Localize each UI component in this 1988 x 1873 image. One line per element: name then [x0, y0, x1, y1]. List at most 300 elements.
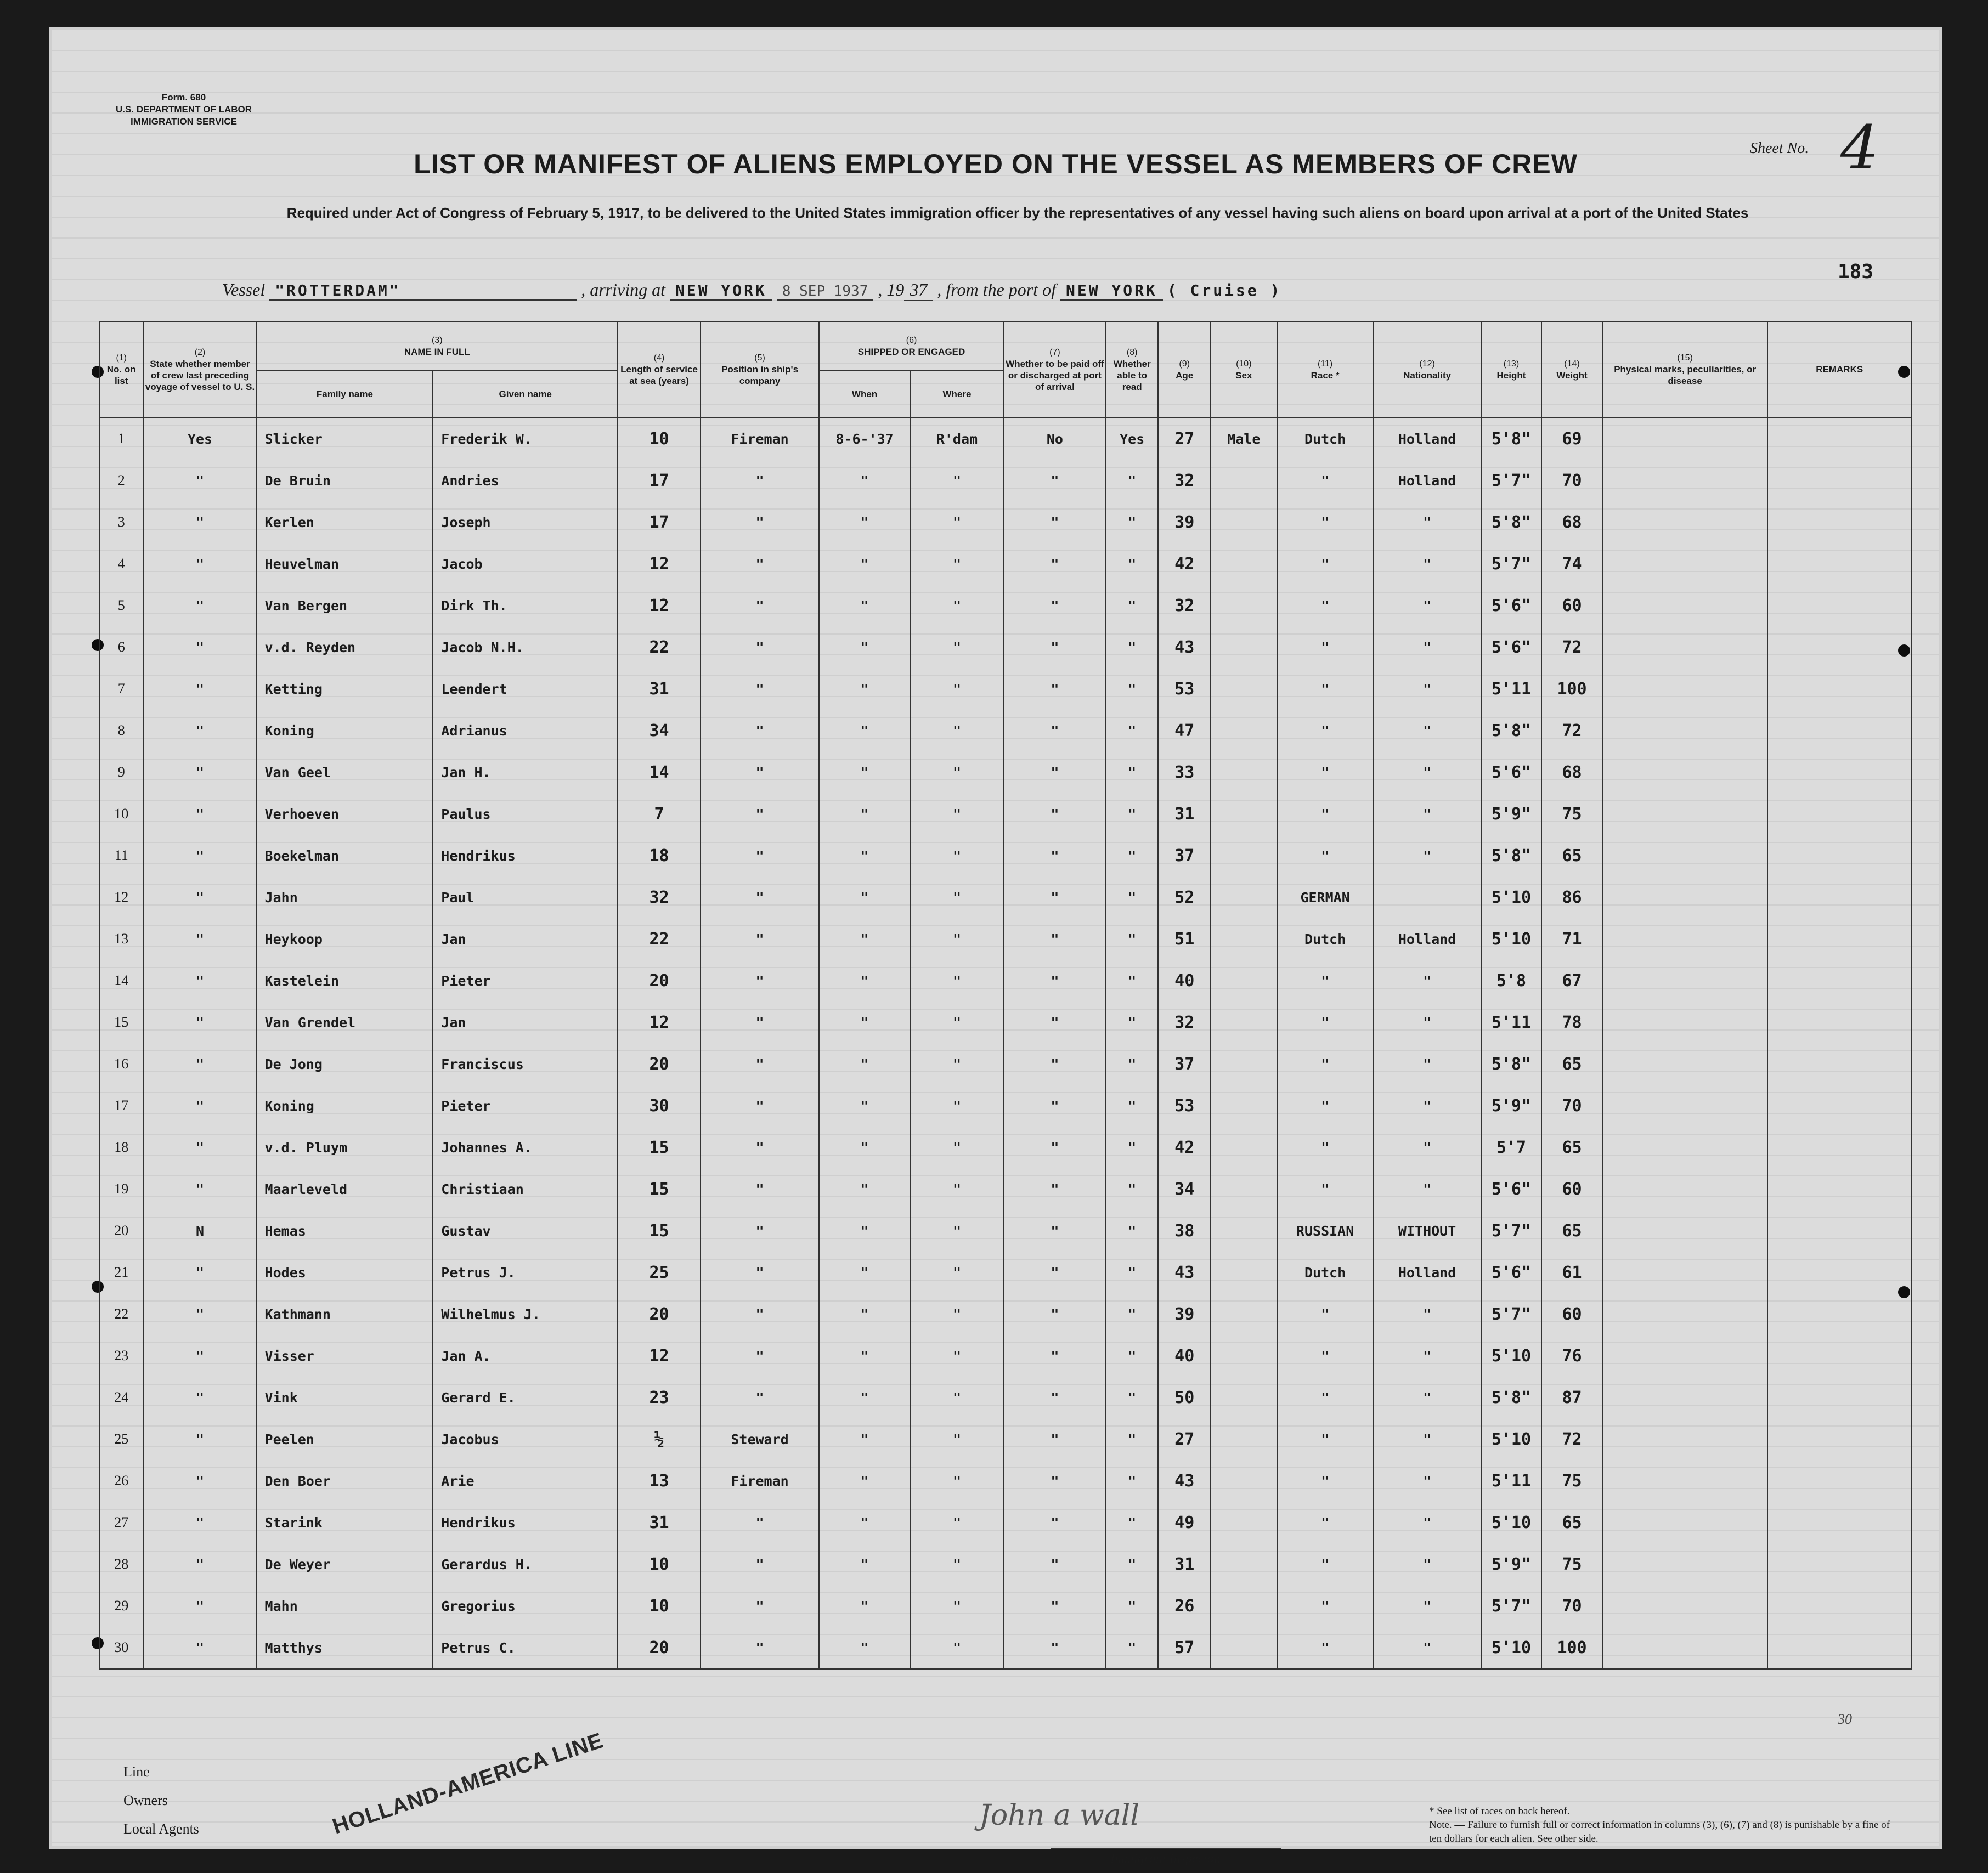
race: "	[1277, 1418, 1374, 1460]
sex	[1211, 1168, 1277, 1210]
weight: 87	[1541, 1377, 1602, 1418]
sex	[1211, 1502, 1277, 1543]
penalty-note: Note. — Failure to furnish full or correct information in columns (3), (6), (7) and (8) is punishable by a fine of ten dollars for each alien. See other side.	[1429, 1819, 1890, 1844]
position: Fireman	[701, 417, 819, 460]
height: 5'7"	[1481, 1585, 1542, 1627]
inspector-signature: John a wall	[979, 1799, 1139, 1832]
row-number: 26	[99, 1460, 143, 1502]
paid-off: "	[1004, 1585, 1106, 1627]
sex	[1211, 918, 1277, 960]
row-number: 9	[99, 751, 143, 793]
years-at-sea: 10	[618, 1543, 701, 1585]
previous-voyage: "	[143, 1001, 256, 1043]
weight: 61	[1541, 1252, 1602, 1293]
race: "	[1277, 1043, 1374, 1085]
given-name: Dirk Th.	[433, 585, 618, 626]
sex	[1211, 710, 1277, 751]
position: "	[701, 668, 819, 710]
height: 5'9"	[1481, 1085, 1542, 1127]
sex	[1211, 1377, 1277, 1418]
footer-labels	[123, 1758, 199, 1843]
weight: 65	[1541, 1210, 1602, 1252]
previous-voyage: "	[143, 585, 256, 626]
weight: 70	[1541, 1585, 1602, 1627]
race: "	[1277, 1585, 1374, 1627]
shipped-where: "	[910, 1460, 1004, 1502]
shipped-when: "	[819, 1335, 910, 1377]
years-at-sea: 17	[618, 501, 701, 543]
years-at-sea: 10	[618, 1585, 701, 1627]
form-number: Form. 680	[161, 92, 206, 103]
years-at-sea: 15	[618, 1168, 701, 1210]
previous-voyage: "	[143, 543, 256, 585]
able-to-read: "	[1106, 1418, 1159, 1460]
page-stamp-number: 183	[1838, 261, 1874, 283]
table-row	[99, 1001, 1911, 1043]
table-row	[99, 793, 1911, 835]
remarks	[1767, 668, 1911, 710]
age: 43	[1158, 1460, 1211, 1502]
years-at-sea: 30	[618, 1085, 701, 1127]
given-name: Pieter	[433, 1085, 618, 1127]
position: "	[701, 1585, 819, 1627]
col-header-age: (9) Age	[1158, 321, 1211, 417]
from-port: NEW YORK	[1060, 281, 1163, 301]
remarks	[1767, 1543, 1911, 1585]
years-at-sea: 14	[618, 751, 701, 793]
shipped-where: "	[910, 1001, 1004, 1043]
nationality: Holland	[1374, 918, 1481, 960]
previous-voyage: "	[143, 835, 256, 876]
able-to-read: "	[1106, 1127, 1159, 1168]
physical-marks	[1602, 417, 1768, 460]
family-name: Van Bergen	[257, 585, 433, 626]
nationality: "	[1374, 1502, 1481, 1543]
nationality: "	[1374, 626, 1481, 668]
physical-marks	[1602, 1001, 1768, 1043]
able-to-read: "	[1106, 585, 1159, 626]
page-title: LIST OR MANIFEST OF ALIENS EMPLOYED ON THE VESSEL AS MEMBERS OF CREW	[414, 149, 1578, 179]
nationality: "	[1374, 585, 1481, 626]
remarks	[1767, 1293, 1911, 1335]
able-to-read: "	[1106, 710, 1159, 751]
row-number: 17	[99, 1085, 143, 1127]
owners-label: Owners	[123, 1792, 168, 1808]
shipped-where: R'dam	[910, 417, 1004, 460]
remarks	[1767, 626, 1911, 668]
given-name: Andries	[433, 460, 618, 501]
weight: 65	[1541, 835, 1602, 876]
position: "	[701, 835, 819, 876]
weight: 75	[1541, 793, 1602, 835]
age: 38	[1158, 1210, 1211, 1252]
height: 5'7	[1481, 1127, 1542, 1168]
able-to-read: "	[1106, 460, 1159, 501]
table-row	[99, 710, 1911, 751]
height: 5'10	[1481, 918, 1542, 960]
position: "	[701, 1377, 819, 1418]
previous-voyage: "	[143, 626, 256, 668]
department: U.S. DEPARTMENT OF LABOR	[115, 104, 252, 115]
position: Steward	[701, 1418, 819, 1460]
able-to-read: "	[1106, 1001, 1159, 1043]
paid-off: "	[1004, 501, 1106, 543]
given-name: Franciscus	[433, 1043, 618, 1085]
paid-off: "	[1004, 1043, 1106, 1085]
table-row	[99, 585, 1911, 626]
years-at-sea: 12	[618, 543, 701, 585]
race: Dutch	[1277, 1252, 1374, 1293]
sex	[1211, 1127, 1277, 1168]
row-number: 24	[99, 1377, 143, 1418]
remarks	[1767, 1418, 1911, 1460]
given-name: Jacob	[433, 543, 618, 585]
physical-marks	[1602, 626, 1768, 668]
weight: 60	[1541, 1168, 1602, 1210]
paid-off: "	[1004, 710, 1106, 751]
height: 5'10	[1481, 876, 1542, 918]
given-name: Frederik W.	[433, 417, 618, 460]
years-at-sea: ½	[618, 1418, 701, 1460]
sex	[1211, 626, 1277, 668]
physical-marks	[1602, 1210, 1768, 1252]
position: "	[701, 1627, 819, 1669]
weight: 65	[1541, 1502, 1602, 1543]
row-number: 18	[99, 1127, 143, 1168]
paid-off: "	[1004, 543, 1106, 585]
race: "	[1277, 835, 1374, 876]
paid-off: "	[1004, 1252, 1106, 1293]
able-to-read: "	[1106, 793, 1159, 835]
previous-voyage: "	[143, 751, 256, 793]
position: "	[701, 918, 819, 960]
paid-off: "	[1004, 1335, 1106, 1377]
years-at-sea: 20	[618, 1293, 701, 1335]
row-number: 10	[99, 793, 143, 835]
given-name: Wilhelmus J.	[433, 1293, 618, 1335]
paid-off: "	[1004, 1168, 1106, 1210]
physical-marks	[1602, 960, 1768, 1001]
sex	[1211, 543, 1277, 585]
race: "	[1277, 1085, 1374, 1127]
arriving-label: , arriving at	[581, 280, 665, 299]
height: 5'6"	[1481, 585, 1542, 626]
row-number: 23	[99, 1335, 143, 1377]
family-name: De Bruin	[257, 460, 433, 501]
race: "	[1277, 1335, 1374, 1377]
physical-marks	[1602, 751, 1768, 793]
height: 5'7"	[1481, 460, 1542, 501]
remarks	[1767, 460, 1911, 501]
family-name: Verhoeven	[257, 793, 433, 835]
inspector-label: Immigrant Inspector.	[1051, 1848, 1281, 1866]
physical-marks	[1602, 1418, 1768, 1460]
able-to-read: "	[1106, 960, 1159, 1001]
nationality: "	[1374, 1127, 1481, 1168]
weight: 72	[1541, 1418, 1602, 1460]
shipped-where: "	[910, 876, 1004, 918]
sex	[1211, 793, 1277, 835]
manifest-rows	[99, 417, 1911, 1669]
col-header-service: (4) Length of service at sea (years)	[618, 321, 701, 417]
position: "	[701, 1127, 819, 1168]
paid-off: "	[1004, 960, 1106, 1001]
shipped-when: 8-6-'37	[819, 417, 910, 460]
col-header-physical-marks: (15) Physical marks, peculiarities, or disease	[1602, 321, 1768, 417]
race: "	[1277, 1001, 1374, 1043]
height: 5'10	[1481, 1502, 1542, 1543]
table-row	[99, 626, 1911, 668]
height: 5'8	[1481, 960, 1542, 1001]
position: "	[701, 585, 819, 626]
family-name: De Jong	[257, 1043, 433, 1085]
shipped-where: "	[910, 1043, 1004, 1085]
years-at-sea: 12	[618, 1001, 701, 1043]
previous-voyage: "	[143, 1043, 256, 1085]
family-name: Hemas	[257, 1210, 433, 1252]
age: 26	[1158, 1585, 1211, 1627]
race: "	[1277, 1377, 1374, 1418]
years-at-sea: 13	[618, 1460, 701, 1502]
position: "	[701, 626, 819, 668]
height: 5'10	[1481, 1335, 1542, 1377]
remarks	[1767, 417, 1911, 460]
shipped-when: "	[819, 543, 910, 585]
physical-marks	[1602, 585, 1768, 626]
family-name: Den Boer	[257, 1460, 433, 1502]
physical-marks	[1602, 876, 1768, 918]
age: 32	[1158, 585, 1211, 626]
weight: 60	[1541, 585, 1602, 626]
shipped-when: "	[819, 918, 910, 960]
able-to-read: "	[1106, 1377, 1159, 1418]
height: 5'8"	[1481, 417, 1542, 460]
weight: 72	[1541, 710, 1602, 751]
sex	[1211, 1001, 1277, 1043]
age: 42	[1158, 1127, 1211, 1168]
sex	[1211, 1335, 1277, 1377]
table-row	[99, 501, 1911, 543]
position: Fireman	[701, 1460, 819, 1502]
family-name: Slicker	[257, 417, 433, 460]
physical-marks	[1602, 1127, 1768, 1168]
family-name: Hodes	[257, 1252, 433, 1293]
paid-off: "	[1004, 626, 1106, 668]
race: "	[1277, 1168, 1374, 1210]
weight: 70	[1541, 1085, 1602, 1127]
weight: 67	[1541, 960, 1602, 1001]
shipped-when: "	[819, 1585, 910, 1627]
previous-voyage: "	[143, 710, 256, 751]
family-name: Koning	[257, 1085, 433, 1127]
crew-manifest-table	[99, 321, 1912, 1670]
year: 37	[904, 280, 933, 301]
height: 5'11	[1481, 1001, 1542, 1043]
remarks	[1767, 793, 1911, 835]
table-row	[99, 751, 1911, 793]
given-name: Johannes A.	[433, 1127, 618, 1168]
row-number: 29	[99, 1585, 143, 1627]
paid-off: "	[1004, 1377, 1106, 1418]
position: "	[701, 1335, 819, 1377]
sex	[1211, 1418, 1277, 1460]
family-name: Starink	[257, 1502, 433, 1543]
years-at-sea: 7	[618, 793, 701, 835]
years-at-sea: 22	[618, 626, 701, 668]
able-to-read: "	[1106, 1043, 1159, 1085]
nationality: "	[1374, 1001, 1481, 1043]
family-name: Ketting	[257, 668, 433, 710]
shipped-where: "	[910, 543, 1004, 585]
shipped-when: "	[819, 1293, 910, 1335]
position: "	[701, 1502, 819, 1543]
table-row	[99, 1627, 1911, 1669]
table-row	[99, 1043, 1911, 1085]
previous-voyage: "	[143, 1543, 256, 1585]
row-number: 21	[99, 1252, 143, 1293]
given-name: Christiaan	[433, 1168, 618, 1210]
family-name: Heykoop	[257, 918, 433, 960]
family-name: Peelen	[257, 1418, 433, 1460]
family-name: Van Grendel	[257, 1001, 433, 1043]
col-header-where: Where	[910, 371, 1004, 417]
shipped-when: "	[819, 1127, 910, 1168]
table-row	[99, 960, 1911, 1001]
shipped-when: "	[819, 1210, 910, 1252]
able-to-read: "	[1106, 1543, 1159, 1585]
race: "	[1277, 1460, 1374, 1502]
height: 5'8"	[1481, 710, 1542, 751]
paid-off: "	[1004, 1001, 1106, 1043]
race: "	[1277, 543, 1374, 585]
race: "	[1277, 460, 1374, 501]
years-at-sea: 20	[618, 960, 701, 1001]
previous-voyage: "	[143, 918, 256, 960]
age: 52	[1158, 876, 1211, 918]
sex	[1211, 1252, 1277, 1293]
given-name: Hendrikus	[433, 1502, 618, 1543]
nationality: Holland	[1374, 460, 1481, 501]
age: 47	[1158, 710, 1211, 751]
age: 33	[1158, 751, 1211, 793]
family-name: Visser	[257, 1335, 433, 1377]
previous-voyage: "	[143, 1085, 256, 1127]
race: "	[1277, 1127, 1374, 1168]
shipped-when: "	[819, 960, 910, 1001]
height: 5'6"	[1481, 751, 1542, 793]
remarks	[1767, 1460, 1911, 1502]
race: GERMAN	[1277, 876, 1374, 918]
previous-voyage: "	[143, 460, 256, 501]
family-name: Jahn	[257, 876, 433, 918]
shipped-when: "	[819, 1627, 910, 1669]
row-number: 12	[99, 876, 143, 918]
row-number: 11	[99, 835, 143, 876]
physical-marks	[1602, 710, 1768, 751]
shipped-where: "	[910, 1085, 1004, 1127]
age: 37	[1158, 835, 1211, 876]
vessel-name: "ROTTERDAM"	[269, 281, 577, 301]
shipped-when: "	[819, 1543, 910, 1585]
col-header-prev-voyage: (2) State whether member of crew last preceding voyage of vessel to U. S.	[143, 321, 256, 417]
given-name: Pieter	[433, 960, 618, 1001]
years-at-sea: 31	[618, 668, 701, 710]
weight: 75	[1541, 1543, 1602, 1585]
count-mark: 30	[1838, 1711, 1852, 1727]
race: "	[1277, 1627, 1374, 1669]
paid-off: "	[1004, 1502, 1106, 1543]
family-name: De Weyer	[257, 1543, 433, 1585]
shipped-where: "	[910, 1335, 1004, 1377]
shipped-when: "	[819, 751, 910, 793]
age: 31	[1158, 793, 1211, 835]
shipped-where: "	[910, 1377, 1004, 1418]
position: "	[701, 793, 819, 835]
age: 51	[1158, 918, 1211, 960]
nationality: "	[1374, 1418, 1481, 1460]
race: "	[1277, 1293, 1374, 1335]
age: 32	[1158, 460, 1211, 501]
remarks	[1767, 585, 1911, 626]
paid-off: "	[1004, 1085, 1106, 1127]
height: 5'6"	[1481, 1168, 1542, 1210]
race: "	[1277, 751, 1374, 793]
col-header-position: (5) Position in ship's company	[701, 321, 819, 417]
physical-marks	[1602, 918, 1768, 960]
nationality: "	[1374, 543, 1481, 585]
shipped-when: "	[819, 626, 910, 668]
table-row	[99, 1127, 1911, 1168]
family-name: Matthys	[257, 1627, 433, 1669]
sex	[1211, 1585, 1277, 1627]
row-number: 20	[99, 1210, 143, 1252]
race: "	[1277, 585, 1374, 626]
age: 40	[1158, 960, 1211, 1001]
position: "	[701, 1293, 819, 1335]
vessel-label: Vessel	[222, 280, 266, 299]
years-at-sea: 12	[618, 585, 701, 626]
age: 32	[1158, 1001, 1211, 1043]
age: 53	[1158, 668, 1211, 710]
physical-marks	[1602, 1377, 1768, 1418]
shipped-where: "	[910, 1543, 1004, 1585]
race: RUSSIAN	[1277, 1210, 1374, 1252]
position: "	[701, 1043, 819, 1085]
sex	[1211, 585, 1277, 626]
table-row	[99, 1460, 1911, 1502]
row-number: 2	[99, 460, 143, 501]
shipped-where: "	[910, 1418, 1004, 1460]
physical-marks	[1602, 835, 1768, 876]
service: IMMIGRATION SERVICE	[131, 116, 237, 127]
given-name: Jacobus	[433, 1418, 618, 1460]
previous-voyage: Yes	[143, 417, 256, 460]
age: 53	[1158, 1085, 1211, 1127]
position: "	[701, 1001, 819, 1043]
physical-marks	[1602, 1335, 1768, 1377]
nationality: "	[1374, 1460, 1481, 1502]
col-header-weight: (14) Weight	[1541, 321, 1602, 417]
remarks	[1767, 1627, 1911, 1669]
nationality: Holland	[1374, 417, 1481, 460]
shipped-where: "	[910, 668, 1004, 710]
table-row	[99, 1377, 1911, 1418]
previous-voyage: "	[143, 793, 256, 835]
given-name: Hendrikus	[433, 835, 618, 876]
physical-marks	[1602, 1460, 1768, 1502]
sex	[1211, 1085, 1277, 1127]
previous-voyage: "	[143, 1127, 256, 1168]
